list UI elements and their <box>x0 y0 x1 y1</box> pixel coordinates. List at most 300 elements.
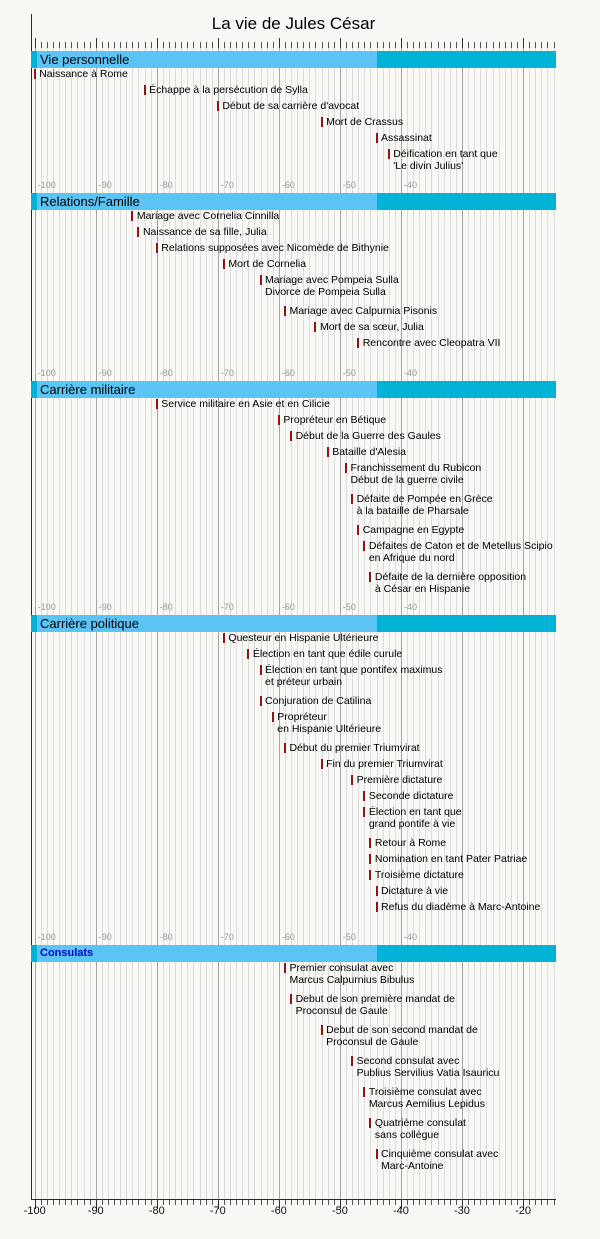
section-bar-posthumous <box>377 193 556 210</box>
event-label-line2: Proconsul de Gaule <box>295 1005 388 1017</box>
section-label: Vie personnelle <box>40 52 130 67</box>
mini-axis-label: -100 <box>37 932 56 942</box>
top-axis-tick <box>456 42 457 48</box>
mini-axis-label: -70 <box>220 180 234 190</box>
event-label: Refus du diadème à Marc-Antoine <box>381 901 541 913</box>
x-axis-tick <box>108 1200 109 1205</box>
top-axis-tick <box>242 42 243 48</box>
event-marker <box>327 447 329 457</box>
mini-axis-label: -60 <box>281 932 295 942</box>
x-axis-tick-label: -30 <box>454 1205 470 1217</box>
event-marker <box>260 275 262 285</box>
mini-axis-label: -80 <box>159 602 173 612</box>
chart-title: La vie de Jules César <box>211 14 376 33</box>
event-label: Troisième dictature <box>374 869 464 881</box>
event-marker <box>247 649 249 659</box>
event-label-line2: 'Le divin Julius' <box>393 160 464 172</box>
section-bar-posthumous <box>377 945 556 962</box>
x-axis-tick-label: -20 <box>515 1205 531 1217</box>
top-axis-tick <box>102 42 103 48</box>
top-axis-tick <box>108 42 109 48</box>
x-axis-tick-label: -50 <box>331 1205 348 1217</box>
x-axis-tick-label: -100 <box>23 1205 46 1217</box>
event-label: Franchissement du Rubicon <box>350 462 482 474</box>
x-axis-tick <box>242 1200 243 1205</box>
event-label: Mariage avec Pompeia Sulla <box>265 274 399 286</box>
x-axis-tick <box>53 1200 54 1205</box>
top-axis-tick <box>236 42 237 48</box>
top-axis-tick <box>84 42 85 48</box>
x-axis-tick-label: -60 <box>270 1205 287 1217</box>
event-marker <box>357 525 359 535</box>
event-label-line2: en Hispanie Ultérieure <box>277 723 382 735</box>
event-marker <box>363 791 365 801</box>
top-axis-tick <box>291 42 292 48</box>
x-axis-tick <box>175 1200 176 1205</box>
event-marker <box>284 306 286 316</box>
top-axis-tick <box>187 42 188 48</box>
top-axis-tick <box>322 42 323 48</box>
top-axis-tick <box>200 42 201 48</box>
mini-axis-label: -60 <box>281 368 295 378</box>
top-axis-tick <box>554 42 555 48</box>
x-axis-tick <box>493 1200 494 1205</box>
top-axis-tick <box>218 38 219 48</box>
x-axis-tick <box>193 1200 194 1205</box>
top-axis-tick <box>517 42 518 48</box>
top-axis-tick <box>138 42 139 48</box>
top-axis-tick <box>486 42 487 48</box>
x-axis-line <box>31 1199 556 1200</box>
top-axis-tick <box>328 42 329 48</box>
event-label-line2: Publius Servilius Vatia Isauricu <box>356 1067 500 1079</box>
top-axis-tick <box>90 42 91 48</box>
x-axis-tick <box>450 1200 451 1205</box>
top-axis-tick <box>254 42 255 48</box>
event-label: Mort de Cornelia <box>228 258 307 270</box>
top-axis-tick <box>193 42 194 48</box>
top-axis-tick <box>364 42 365 48</box>
event-label: Seconde dictature <box>368 790 454 802</box>
event-label: Dictature à vie <box>381 885 449 897</box>
event-label-line2: à César en Hispanie <box>374 583 471 595</box>
x-axis-tick-label: -90 <box>87 1205 104 1217</box>
event-marker <box>290 994 292 1004</box>
mini-axis-label: -50 <box>342 602 356 612</box>
event-marker <box>278 415 280 425</box>
event-label-line2: Divorce de Pompeia Sulla <box>265 286 386 298</box>
top-axis-tick <box>114 42 115 48</box>
x-axis-tick <box>419 1200 420 1205</box>
mini-axis-label: -80 <box>159 180 173 190</box>
x-axis-tick <box>413 1200 414 1205</box>
event-label: Rencontre avec Cleopatra VII <box>362 337 501 349</box>
top-axis-tick <box>450 42 451 48</box>
top-axis-tick <box>541 42 542 48</box>
top-axis-tick <box>547 42 548 48</box>
x-axis-tick <box>315 1200 316 1205</box>
x-axis-tick <box>474 1200 475 1205</box>
top-axis-tick <box>493 42 494 48</box>
x-axis-tick <box>254 1200 255 1205</box>
event-label: Naissance de sa fille, Julia <box>142 226 267 238</box>
top-axis-tick <box>41 42 42 48</box>
event-marker <box>351 1056 353 1066</box>
top-axis-tick <box>535 42 536 48</box>
x-axis-tick <box>126 1200 127 1205</box>
top-axis-tick <box>389 42 390 48</box>
x-axis-tick <box>181 1200 182 1205</box>
top-axis-tick <box>96 38 97 48</box>
event-marker <box>369 838 371 848</box>
event-label: Questeur en Hispanie Ultérieure <box>228 632 379 644</box>
event-label: Debut de son second mandat de <box>326 1024 478 1036</box>
event-label: Nomination en tant Pater Patriae <box>374 853 528 865</box>
top-axis-tick <box>334 42 335 48</box>
top-axis-tick <box>35 38 36 48</box>
event-label-line2: grand pontife à vie <box>368 818 456 830</box>
event-label: Second consulat avec <box>356 1055 460 1067</box>
event-marker <box>376 902 378 912</box>
x-axis-tick <box>486 1200 487 1205</box>
mini-axis-label: -100 <box>37 602 56 612</box>
mini-axis-label: -50 <box>342 932 356 942</box>
x-axis-tick <box>297 1200 298 1205</box>
top-axis-tick <box>267 42 268 48</box>
mini-axis-label: -40 <box>403 180 417 190</box>
x-axis-tick <box>132 1200 133 1205</box>
top-axis-tick <box>212 42 213 48</box>
top-axis-tick <box>529 42 530 48</box>
event-marker <box>284 743 286 753</box>
event-label: Cinquième consulat avec <box>381 1148 499 1160</box>
x-axis-tick <box>505 1200 506 1205</box>
mini-axis-label: -60 <box>281 602 295 612</box>
x-axis-tick <box>554 1200 555 1205</box>
x-axis-tick <box>541 1200 542 1205</box>
event-label-line2: à la bataille de Pharsale <box>356 505 469 517</box>
event-marker <box>345 463 347 473</box>
event-marker <box>369 870 371 880</box>
x-axis-tick <box>187 1200 188 1205</box>
top-axis-tick <box>407 42 408 48</box>
top-axis-tick <box>395 42 396 48</box>
event-label: Conjuration de Catilina <box>265 695 372 707</box>
x-axis-tick <box>291 1200 292 1205</box>
top-axis-tick <box>65 42 66 48</box>
top-axis-tick <box>413 42 414 48</box>
top-axis-tick <box>346 42 347 48</box>
event-label: Défaite de Pompée en Grèce <box>356 493 493 505</box>
event-marker <box>284 963 286 973</box>
top-axis-tick <box>377 42 378 48</box>
x-axis-tick <box>499 1200 500 1205</box>
top-axis-tick <box>480 42 481 48</box>
top-axis-tick <box>126 42 127 48</box>
event-marker <box>321 759 323 769</box>
x-axis-tick <box>328 1200 329 1205</box>
event-label: Propréteur en Bétique <box>283 414 387 426</box>
top-axis-tick <box>383 42 384 48</box>
mini-axis-label: -50 <box>342 180 356 190</box>
event-marker <box>137 227 139 237</box>
event-marker <box>363 1087 365 1097</box>
x-axis-tick <box>303 1200 304 1205</box>
event-label: Service militaire en Asie et en Cilicie <box>161 398 330 410</box>
x-axis-tick <box>200 1200 201 1205</box>
event-label: Mariage avec Cornelia Cinnilla <box>136 210 280 222</box>
mini-axis-label: -40 <box>403 932 417 942</box>
event-marker <box>363 541 365 551</box>
top-axis-tick <box>352 42 353 48</box>
x-axis-tick <box>65 1200 66 1205</box>
event-label-line2: Marc-Antoine <box>381 1160 444 1172</box>
x-axis-tick <box>444 1200 445 1205</box>
x-axis-tick <box>511 1200 512 1205</box>
event-label: Relations supposées avec Nicomède de Bithynie <box>161 242 389 254</box>
event-marker <box>131 211 133 221</box>
event-marker <box>217 101 219 111</box>
top-axis-tick <box>261 42 262 48</box>
top-axis-tick <box>169 42 170 48</box>
event-label: Défaite de la dernière opposition <box>374 571 527 583</box>
event-label: Première dictature <box>356 774 443 786</box>
mini-axis-label: -40 <box>403 368 417 378</box>
x-axis-tick <box>322 1200 323 1205</box>
top-axis-tick <box>444 42 445 48</box>
event-marker <box>369 854 371 864</box>
event-label: Élection en tant que édile curule <box>252 648 403 660</box>
top-axis-tick <box>285 42 286 48</box>
mini-axis-label: -90 <box>98 932 112 942</box>
event-label: Fin du premier Triumvirat <box>326 758 443 770</box>
x-axis-tick <box>71 1200 72 1205</box>
event-label: Campagne en Egypte <box>362 524 465 536</box>
event-label-line2: Proconsul de Gaule <box>326 1036 419 1048</box>
top-axis-tick <box>47 42 48 48</box>
event-marker <box>260 665 262 675</box>
mini-axis-label: -90 <box>98 368 112 378</box>
x-axis-tick <box>309 1200 310 1205</box>
top-axis-tick <box>71 42 72 48</box>
top-axis-tick <box>315 42 316 48</box>
event-marker <box>363 807 365 817</box>
event-label: Échappe à la persécution de Sylla <box>149 84 308 96</box>
section-label: Relations/Famille <box>40 194 140 209</box>
event-label-line2: et préteur urbain <box>265 676 343 688</box>
top-axis-tick <box>505 42 506 48</box>
event-marker <box>369 1118 371 1128</box>
top-axis-tick <box>499 42 500 48</box>
event-label: Défaites de Caton et de Metellus Scipio <box>368 540 553 552</box>
mini-axis-label: -80 <box>159 368 173 378</box>
top-axis-tick <box>431 42 432 48</box>
event-label: Mort de Crassus <box>326 116 404 128</box>
x-axis-tick <box>358 1200 359 1205</box>
event-label-line2: Début de la guerre civile <box>350 474 464 486</box>
x-axis-tick <box>169 1200 170 1205</box>
section-label: Carrière militaire <box>40 382 136 397</box>
event-marker <box>357 338 359 348</box>
section-bar-posthumous <box>377 615 556 632</box>
event-label: Naissance à Rome <box>39 68 128 80</box>
event-marker <box>156 399 158 409</box>
event-label: Troisième consulat avec <box>368 1086 482 1098</box>
mini-axis-label: -100 <box>37 368 56 378</box>
x-axis-tick <box>425 1200 426 1205</box>
x-axis-tick <box>480 1200 481 1205</box>
mini-axis-label: -70 <box>220 932 234 942</box>
x-axis-tick <box>145 1200 146 1205</box>
event-marker <box>351 494 353 504</box>
event-label: Premier consulat avec <box>289 962 394 974</box>
x-axis-tick <box>261 1200 262 1205</box>
x-axis-tick <box>535 1200 536 1205</box>
top-axis-tick <box>358 42 359 48</box>
event-marker <box>376 1149 378 1159</box>
x-axis-tick <box>47 1200 48 1205</box>
x-axis-tick <box>383 1200 384 1205</box>
event-label: Debut de son première mandat de <box>295 993 455 1005</box>
event-label: Quatrième consulat <box>374 1117 466 1129</box>
event-marker <box>388 149 390 159</box>
event-marker <box>321 1025 323 1035</box>
event-label: Retour à Rome <box>374 837 447 849</box>
top-axis-tick <box>297 42 298 48</box>
mini-axis-label: -90 <box>98 602 112 612</box>
top-axis-tick <box>132 42 133 48</box>
x-axis-tick <box>84 1200 85 1205</box>
top-axis-tick <box>175 42 176 48</box>
x-axis-tick <box>230 1200 231 1205</box>
event-marker <box>144 85 146 95</box>
top-axis-tick <box>206 42 207 48</box>
event-marker <box>290 431 292 441</box>
section-bar-posthumous <box>377 51 556 68</box>
top-axis-tick <box>151 42 152 48</box>
top-axis-tick <box>438 42 439 48</box>
event-label: Mort de sa sœur, Julia <box>319 321 424 333</box>
mini-axis-label: -40 <box>403 602 417 612</box>
mini-axis-label: -80 <box>159 932 173 942</box>
event-label: Début de sa carrière d'avocat <box>222 100 360 112</box>
event-label: Propréteur <box>277 711 327 723</box>
x-axis-tick <box>352 1200 353 1205</box>
event-label: Mariage avec Calpurnia Pisonis <box>289 305 438 317</box>
event-label-line2: en Afrique du nord <box>368 552 455 564</box>
x-axis-tick <box>547 1200 548 1205</box>
x-axis-tick-label: -70 <box>209 1205 226 1217</box>
top-axis-tick <box>462 38 463 48</box>
event-marker <box>260 696 262 706</box>
event-label: Élection en tant que <box>368 806 462 818</box>
event-marker <box>314 322 316 332</box>
mini-axis-label: -50 <box>342 368 356 378</box>
x-axis-tick <box>364 1200 365 1205</box>
top-axis-tick <box>370 42 371 48</box>
x-axis-tick <box>370 1200 371 1205</box>
top-axis-tick <box>401 38 402 48</box>
x-axis-tick-label: -40 <box>392 1205 409 1217</box>
top-axis-tick <box>145 42 146 48</box>
top-axis-tick <box>77 42 78 48</box>
top-axis-tick <box>181 42 182 48</box>
section-label: Carrière politique <box>40 616 139 631</box>
top-axis-tick <box>157 38 158 48</box>
event-label-line2: Marcus Calpurnius Bibulus <box>289 974 415 986</box>
top-axis-tick <box>425 42 426 48</box>
event-marker <box>223 259 225 269</box>
top-axis-tick <box>53 42 54 48</box>
x-axis-tick <box>431 1200 432 1205</box>
event-marker <box>223 633 225 643</box>
event-label-line2: sans collègue <box>374 1129 440 1141</box>
top-axis-tick <box>230 42 231 48</box>
top-axis-tick <box>309 42 310 48</box>
top-axis-tick <box>224 42 225 48</box>
event-label: Assassinat <box>381 132 432 144</box>
top-axis-tick <box>248 42 249 48</box>
top-axis-tick <box>511 42 512 48</box>
top-axis-tick <box>468 42 469 48</box>
top-axis-tick <box>419 42 420 48</box>
x-axis-tick <box>138 1200 139 1205</box>
x-axis-tick <box>248 1200 249 1205</box>
event-label: Élection en tant que pontifex maximus <box>265 664 443 676</box>
event-marker <box>351 775 353 785</box>
event-label: Déification en tant que <box>393 148 498 160</box>
top-axis-tick <box>120 42 121 48</box>
top-axis-tick <box>474 42 475 48</box>
section-bar-posthumous <box>377 381 556 398</box>
x-axis-tick <box>377 1200 378 1205</box>
x-axis-tick <box>389 1200 390 1205</box>
top-axis-tick <box>523 38 524 48</box>
event-marker <box>272 712 274 722</box>
event-marker <box>369 572 371 582</box>
event-marker <box>376 133 378 143</box>
x-axis-tick <box>438 1200 439 1205</box>
top-axis-tick <box>59 42 60 48</box>
x-axis-tick <box>267 1200 268 1205</box>
mini-axis-label: -70 <box>220 602 234 612</box>
event-marker <box>321 117 323 127</box>
mini-axis-label: -90 <box>98 180 112 190</box>
event-label: Bataille d'Alesia <box>332 446 406 458</box>
top-axis-tick <box>279 38 280 48</box>
event-label: Début du premier Triumvirat <box>289 742 420 754</box>
event-marker <box>156 243 158 253</box>
x-axis-tick <box>206 1200 207 1205</box>
top-axis-tick <box>340 38 341 48</box>
y-axis-line <box>31 14 32 1199</box>
event-label: Début de la Guerre des Gaules <box>295 430 441 442</box>
mini-axis-label: -60 <box>281 180 295 190</box>
x-axis-tick <box>59 1200 60 1205</box>
top-axis-tick <box>163 42 164 48</box>
mini-axis-label: -70 <box>220 368 234 378</box>
top-axis-tick <box>273 42 274 48</box>
top-axis-tick <box>303 42 304 48</box>
x-axis-tick <box>120 1200 121 1205</box>
x-axis-tick <box>114 1200 115 1205</box>
x-axis-tick <box>236 1200 237 1205</box>
mini-axis-label: -100 <box>37 180 56 190</box>
section-label: Consulats <box>40 947 94 959</box>
event-marker <box>376 886 378 896</box>
x-axis-tick-label: -80 <box>148 1205 165 1217</box>
x-axis-tick <box>77 1200 78 1205</box>
